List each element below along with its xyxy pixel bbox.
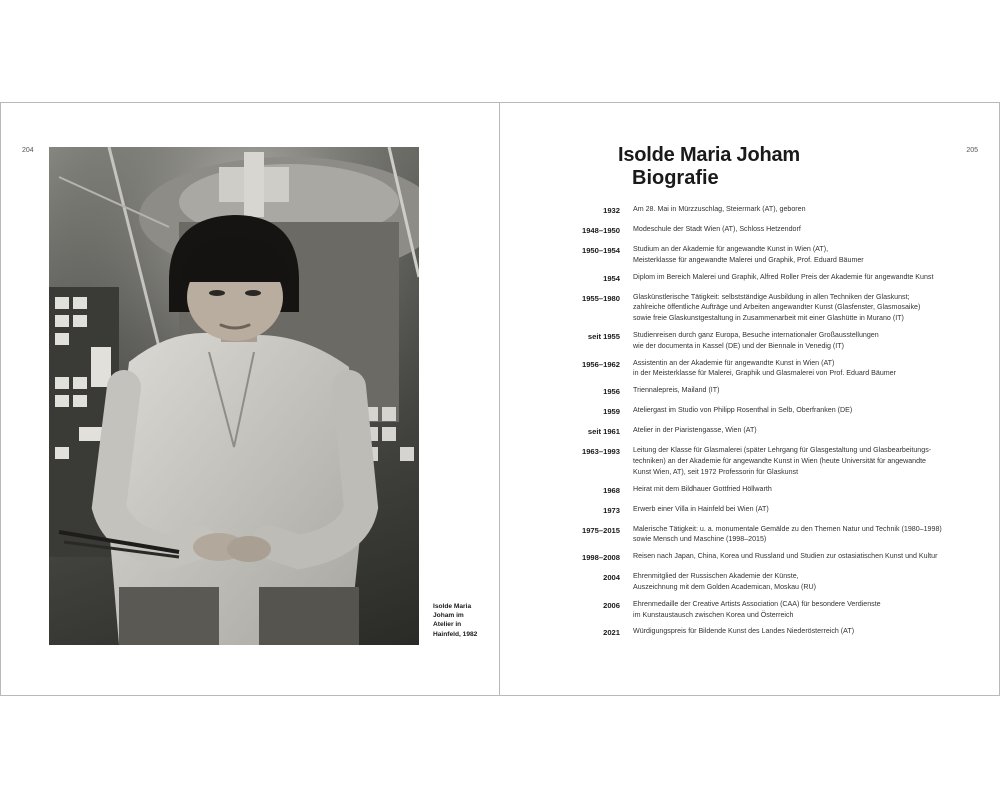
timeline-year: 1954 [603,273,620,283]
artist-portrait-photo [49,147,419,645]
right-page [500,103,1000,695]
timeline-text: Ehrenmedaille der Creative Artists Association (CAA) für besondere Verdienste im Kunstaustausch zwischen Korea und Österreich [633,599,881,619]
timeline-text: Am 28. Mai in Mürzzuschlag, Steiermark (AT), geboren [633,205,806,213]
timeline-text: Atelier in der Piaristengasse, Wien (AT) [633,426,757,435]
timeline-year: 2021 [603,628,620,638]
timeline-entry [560,330,1000,352]
timeline-year: 1973 [603,505,620,515]
timeline-entry [560,405,1000,419]
timeline-text: Ehrenmitglied der Russischen Akademie der Künste, Auszeichnung mit dem Golden Academican, Moskau (RU) [633,572,816,591]
timeline-text: Assistentin an der Akademie für angewandte Kunst in Wien (AT) in der Meisterklasse für Malerei, Graphik und Glasmalerei von Prof. Eduard Bäumer [633,358,896,378]
timeline-text: Studium an der Akademie für angewandte Kunst in Wien (AT), Meisterklasse für angewandte Malerei und Graphik, Prof. Eduard Bäumer [633,245,864,264]
timeline-text: Studienreisen durch ganz Europa, Besuche internationaler Großausstellungen wie der documenta in Kassel (DE) und der Biennale in Venedig (IT) [633,330,879,350]
timeline-entry [560,599,1000,621]
timeline-text: Erwerb einer Villa in Hainfeld bei Wien (AT) [633,504,769,513]
timeline-year: 2006 [603,600,620,610]
timeline-entry [560,204,1000,218]
timeline-entry [560,425,1000,439]
page-number-right: 205 [966,147,978,154]
timeline-entry [560,524,1000,546]
photo-caption: Isolde Maria Joham im Atelier in Hainfeld, 1982 [433,603,478,638]
timeline-year: 2004 [603,573,620,583]
biography-timeline [560,204,1000,646]
timeline-entry [560,244,1000,266]
timeline-year: 1963–1993 [581,447,620,457]
timeline-year: 1950–1954 [581,246,620,255]
timeline-entry [560,484,1000,498]
book-spread [0,102,1000,696]
timeline-year: 1948–1950 [581,226,620,235]
timeline-year: seit 1961 [587,427,620,437]
timeline-entry [560,551,1000,565]
timeline-year: seit 1955 [587,331,620,341]
timeline-text: Heirat mit dem Bildhauer Gottfried Höllwarth [633,484,772,493]
page-number-left: 204 [22,147,34,154]
timeline-text: Triennalepreis, Mailand (IT) [633,386,720,395]
timeline-text: Leitung der Klasse für Glasmalerei (später Lehrgang für Glasgestaltung und Glasbearbeitungs- techniken) an der Akademie für angewandte Kunst in Wien (heute Universität für angewandte Kunst Wien, AT), seit 1972 Professorin für Glaskunst [633,446,932,476]
timeline-year: 1956–1962 [581,359,620,369]
biography-subtitle: Biografie [632,167,719,189]
timeline-entry [560,626,1000,640]
timeline-entry [560,292,1000,324]
timeline-year: 1975–2015 [581,525,620,535]
timeline-entry [560,504,1000,518]
timeline-year: 1955–1980 [581,293,620,303]
timeline-entry [560,445,1000,477]
timeline-text: Reisen nach Japan, China, Korea und Russland und Studien zur ostasiatischen Kunst und Kultur [633,552,938,561]
timeline-year: 1968 [603,485,620,495]
timeline-entry [560,571,1000,593]
timeline-year: 1998–2008 [581,553,620,563]
artist-name-title: Isolde Maria Joham [618,144,801,166]
timeline-text: Würdigungspreis für Bildende Kunst des Landes Niederösterreich (AT) [633,627,855,636]
timeline-text: Diplom im Bereich Malerei und Graphik, Alfred Roller Preis der Akademie für angewandte Kunst [633,272,934,281]
timeline-entry [560,272,1000,286]
timeline-year: 1956 [603,387,620,397]
timeline-text: Modeschule der Stadt Wien (AT), Schloss Hetzendorf [633,225,801,233]
timeline-entry [560,224,1000,238]
timeline-text: Ateliergast im Studio von Philipp Rosenthal in Selb, Oberfranken (DE) [633,406,853,415]
timeline-text: Malerische Tätigkeit: u. a. monumentale Gemälde zu den Themen Natur und Technik (1980–1998) sowie Mensch und Maschine (1998–2015) [633,524,942,544]
timeline-entry [560,358,1000,380]
timeline-year: 1959 [603,407,620,417]
timeline-year: 1932 [603,206,620,215]
left-page [0,103,500,695]
heading-block [618,143,800,189]
timeline-text: Glaskünstlerische Tätigkeit: selbstständige Ausbildung in allen Techniken der Glaskunst; zahlreiche öffentliche Aufträge und Arbeiten angewandter Kunst (Glasfenster, Glasmosaike) sowie freie Glaskunstgestaltung in Zusammenarbeit mit einer Glashütte in Murano (IT) [633,292,921,323]
timeline-entry [560,385,1000,399]
